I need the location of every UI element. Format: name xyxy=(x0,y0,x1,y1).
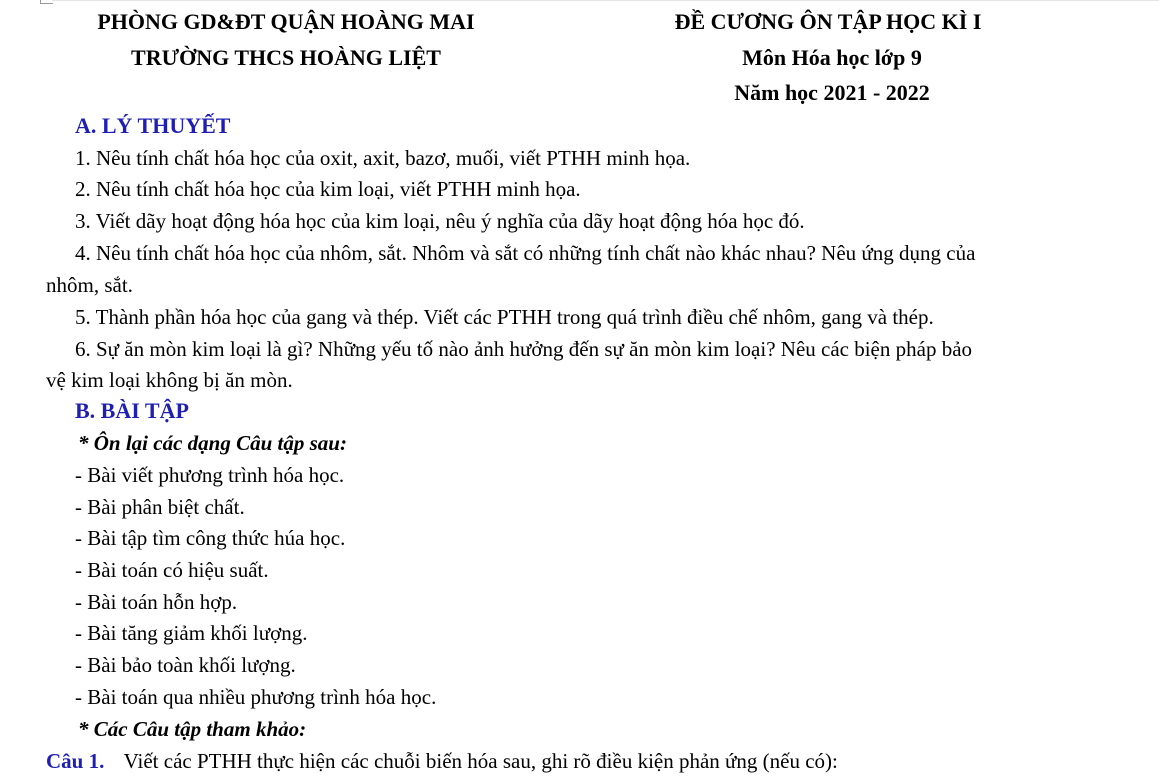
subject-line: Môn Hóa học lớp 9 xyxy=(742,45,922,70)
theory-item-4: 4. Nêu tính chất hóa học của nhôm, sắt. Nhôm và sắt có những tính chất nào khác nhau? Nêu ứng dụng của xyxy=(75,241,976,265)
review-item-2: - Bài phân biệt chất. xyxy=(75,495,245,519)
theory-item-3: 3. Viết dãy hoạt động hóa học của kim loại, nêu ý nghĩa của dãy hoạt động hóa học đó. xyxy=(75,209,805,233)
document-title: ĐỀ CƯƠNG ÔN TẬP HỌC KÌ I xyxy=(674,9,982,34)
theory-item-1: 1. Nêu tính chất hóa học của oxit, axit, bazơ, muối, viết PTHH minh họa. xyxy=(75,146,691,170)
review-item-5: - Bài toán hỗn hợp. xyxy=(75,590,238,614)
page-top-edge xyxy=(52,0,1159,1)
theory-item-5: 5. Thành phần hóa học của gang và thép. Viết các PTHH trong quá trình điều chế nhôm, gang và thép. xyxy=(75,305,934,329)
review-item-6: - Bài tăng giảm khối lượng. xyxy=(75,621,308,645)
review-item-3: - Bài tập tìm công thức húa học. xyxy=(75,526,346,550)
section-a-title: A. LÝ THUYẾT xyxy=(75,113,231,138)
review-item-1: - Bài viết phương trình hóa học. xyxy=(75,463,345,487)
question-1 xyxy=(46,748,838,774)
review-item-4: - Bài toán có hiệu suất. xyxy=(75,558,269,582)
theory-item-2: 2. Nêu tính chất hóa học của kim loại, viết PTHH minh họa. xyxy=(75,177,581,201)
department-name: PHÒNG GD&ĐT QUẬN HOÀNG MAI xyxy=(97,9,475,34)
theory-item-4-continued: nhôm, sắt. xyxy=(46,273,133,297)
theory-item-6: 6. Sự ăn mòn kim loại là gì? Những yếu tố nào ảnh hưởng đến sự ăn mòn kim loại? Nêu các biện pháp bảo xyxy=(75,337,973,361)
reference-heading: * Các Câu tập tham khảo: xyxy=(78,717,307,741)
review-heading: * Ôn lại các dạng Câu tập sau: xyxy=(78,431,347,455)
theory-item-6-continued: vệ kim loại không bị ăn mòn. xyxy=(46,368,293,392)
question-1-text: Viết các PTHH thực hiện các chuỗi biến hóa sau, ghi rõ điều kiện phản ứng (nếu có): xyxy=(123,749,838,773)
review-item-7: - Bài bảo toàn khối lượng. xyxy=(75,653,296,677)
school-year: Năm học 2021 - 2022 xyxy=(734,80,930,105)
school-name: TRƯỜNG THCS HOÀNG LIỆT xyxy=(131,45,441,70)
review-item-8: - Bài toán qua nhiều phương trình hóa học. xyxy=(75,685,437,709)
section-b-title: B. BÀI TẬP xyxy=(75,398,189,423)
question-1-label: Câu 1. xyxy=(46,749,105,773)
